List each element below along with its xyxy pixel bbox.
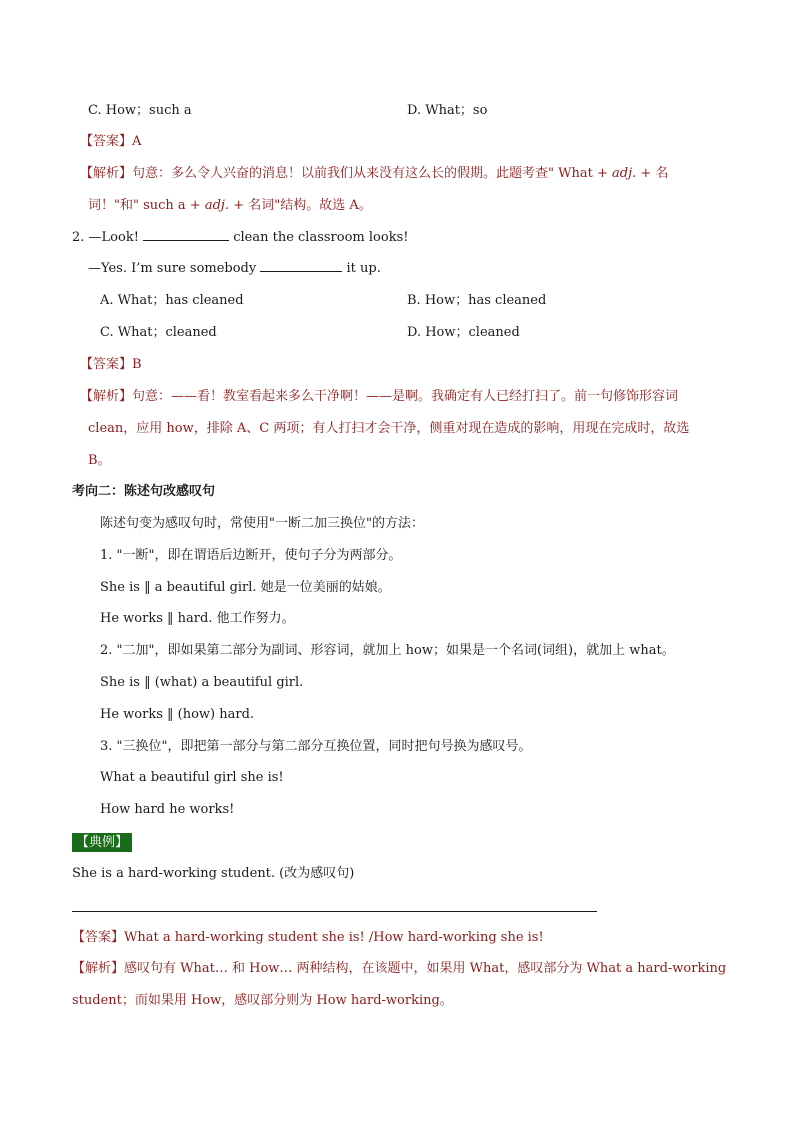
answer-line — [72, 911, 597, 912]
example-sentence-6: How hard he works! — [100, 802, 235, 817]
q2-option-b: B. How；has cleaned — [407, 293, 547, 308]
example-sentence-5: What a beautiful girl she is! — [100, 770, 284, 785]
analysis-label: 【解析】 — [80, 166, 133, 181]
q2-analysis-line-3: B。 — [88, 453, 111, 468]
answer-label: 【答案】 — [80, 134, 133, 149]
analysis-label: 【解析】 — [72, 961, 125, 976]
example-sentence-3: She is ‖ (what) a beautiful girl. — [100, 675, 304, 690]
q2-stem-line-1: 2. —Look! clean the classroom looks! — [72, 230, 409, 245]
example-answer — [72, 928, 544, 948]
example-question: She is a hard-working student. (改为感叹句) — [72, 866, 355, 881]
q1-answer — [80, 132, 141, 152]
answer-value: B — [132, 357, 142, 372]
example-sentence-2: He works ‖ hard. 他工作努力。 — [100, 611, 295, 626]
q2-option-d: D. How；cleaned — [407, 325, 520, 340]
q1-analysis-line-2: 词！"和" such a + adj. + 名词"结构。故选 A。 — [88, 198, 372, 213]
step-3: 3. "三换位"，即把第一部分与第二部分互换位置，同时把句号换为感叹号。 — [100, 739, 532, 754]
example-analysis-line-1: 【解析】感叹句有 What… 和 How… 两种结构，在该题中，如果用 What，感叹部分为 What a hard-working — [72, 961, 727, 976]
step-1: 1. "一断"，即在谓语后边断开，使句子分为两部分。 — [100, 548, 402, 563]
analysis-label: 【解析】 — [80, 389, 133, 404]
example-sentence-4: He works ‖ (how) hard. — [100, 707, 255, 722]
q2-analysis-line-1: 【解析】句意：——看！教室看起来多么干净啊！——是啊。我确定有人已经打扫了。前一句修饰形容词 — [80, 389, 679, 404]
step-2: 2. "二加"，即如果第二部分为副词、形容词，就加上 how；如果是一个名词(词组)，就加上 what。 — [100, 643, 675, 658]
q1-option-c: C. How；such a — [88, 103, 192, 118]
section-heading: 考向二：陈述句改感叹句 — [72, 484, 216, 499]
q2-stem-line-2: —Yes. I’m sure somebody it up. — [88, 261, 381, 276]
q2-option-a: A. What；has cleaned — [100, 293, 244, 308]
example-tag: 【典例】 — [72, 833, 132, 852]
section-intro: 陈述句变为感叹句时，常使用"一断二加三换位"的方法： — [100, 516, 424, 531]
answer-label: 【答案】 — [72, 930, 125, 945]
q1-analysis-line-1: 【解析】句意：多么令人兴奋的消息！以前我们从来没有这么长的假期。此题考查" What + adj. + 名 — [80, 166, 669, 181]
q2-option-c: C. What；cleaned — [100, 325, 217, 340]
answer-label: 【答案】 — [80, 357, 133, 372]
q2-answer — [80, 355, 142, 375]
answer-blank — [143, 228, 229, 241]
answer-value: A — [132, 134, 142, 149]
q1-option-d: D. What；so — [407, 103, 488, 118]
answer-value: What a hard-working student she is! /How hard-working she is! — [124, 930, 544, 945]
example-analysis-line-2: student；而如果用 How，感叹部分则为 How hard-working。 — [72, 993, 453, 1008]
answer-blank — [260, 259, 342, 272]
example-sentence-1: She is ‖ a beautiful girl. 她是一位美丽的姑娘。 — [100, 580, 391, 595]
q2-analysis-line-2: clean，应用 how，排除 A、C 两项；有人打扫才会干净，侧重对现在造成的影响，用现在完成时，故选 — [88, 421, 690, 436]
